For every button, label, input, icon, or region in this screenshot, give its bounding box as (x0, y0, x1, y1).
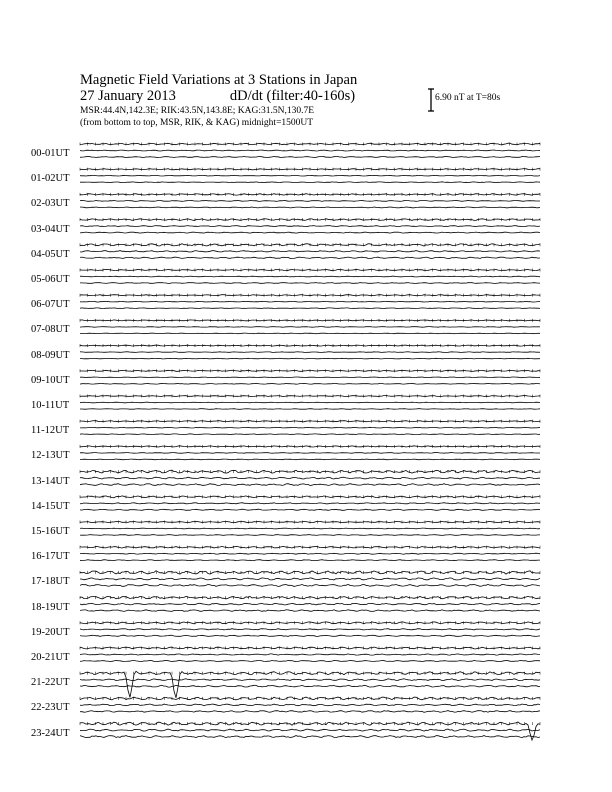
minute-ticks (80, 243, 540, 246)
trace-rik (80, 453, 540, 454)
trace-kag (80, 333, 540, 334)
minute-ticks (80, 294, 540, 297)
row-label: 02-03UT (31, 198, 70, 210)
row-label: 11-12UT (31, 425, 70, 437)
minute-ticks (80, 319, 540, 322)
minute-ticks (80, 722, 540, 725)
trace-rik (80, 251, 540, 252)
scale-bar (428, 89, 434, 111)
trace-rik (80, 427, 540, 428)
minute-ticks (80, 546, 540, 549)
trace-kag (80, 308, 540, 309)
minute-ticks (80, 470, 540, 473)
row-label: 04-05UT (31, 248, 70, 260)
row-label: 00-01UT (31, 148, 70, 159)
trace-rik (80, 553, 540, 554)
row-label: 05-06UT (31, 274, 70, 285)
trace-kag (80, 459, 540, 460)
minute-ticks (80, 168, 540, 171)
hour-row (80, 168, 540, 183)
trace-kag (80, 509, 540, 510)
row-label: 18-19UT (31, 601, 70, 613)
minute-ticks (80, 420, 540, 423)
quantity-label: dD/dt (filter:40-160s) (229, 88, 356, 104)
trace-kag (80, 182, 540, 183)
trace-kag (80, 584, 540, 586)
trace-kag (80, 484, 540, 486)
row-label: 20-21UT (31, 652, 70, 663)
trace-rik (80, 603, 540, 605)
trace-kag (80, 257, 540, 258)
minute-ticks (80, 697, 540, 700)
trace-rik (80, 276, 540, 277)
trace-rik (80, 226, 540, 227)
hour-row (80, 596, 540, 611)
hour-row (80, 369, 540, 384)
hour-row (80, 647, 540, 662)
trace-rik (80, 729, 540, 731)
trace-kag (80, 232, 540, 233)
hour-row (80, 697, 540, 712)
hour-row (80, 218, 540, 233)
trace-kag (80, 711, 540, 713)
hour-row (80, 621, 540, 636)
trace-rik (80, 578, 540, 580)
hour-row (80, 395, 540, 410)
hour-row (80, 495, 540, 510)
chart-title: Magnetic Field Variations at 3 Stations in Japan (80, 72, 358, 88)
hour-row (80, 445, 540, 460)
hour-row (80, 269, 540, 284)
minute-ticks (80, 621, 540, 624)
trace-kag (80, 660, 540, 661)
minute-ticks (80, 269, 540, 272)
row-label: 03-04UT (31, 223, 70, 235)
hour-row (80, 521, 540, 536)
trace-rik (80, 301, 540, 302)
hour-row (80, 193, 540, 208)
row-label: 06-07UT (31, 299, 70, 311)
trace-rik (80, 150, 540, 151)
trace-kag (80, 736, 540, 738)
trace-msr (80, 671, 540, 698)
row-label: 21-22UT (31, 677, 70, 689)
minute-ticks (80, 672, 540, 675)
row-label: 07-08UT (31, 324, 70, 336)
trace-kag (80, 384, 540, 385)
hour-row (80, 546, 540, 561)
trace-kag (80, 535, 540, 536)
trace-rik (80, 654, 540, 655)
row-label: 08-09UT (31, 349, 70, 361)
minute-ticks (80, 445, 540, 448)
trace-rik (80, 528, 540, 529)
hour-row (80, 294, 540, 309)
row-label: 23-24UT (31, 727, 70, 739)
hour-row (80, 420, 540, 435)
row-label: 01-02UT (31, 173, 70, 185)
hour-row (80, 344, 540, 359)
minute-ticks (80, 193, 540, 196)
row-label: 16-17UT (31, 551, 70, 563)
trace-rik (80, 402, 540, 403)
hour-row (80, 143, 540, 158)
trace-kag (80, 157, 540, 158)
trace-rik (80, 704, 540, 706)
scale-bar-label: 6.90 nT at T=80s (435, 93, 501, 103)
minute-ticks (80, 571, 540, 574)
minute-ticks (80, 395, 540, 398)
hour-row (80, 571, 540, 587)
trace-rik (80, 629, 540, 630)
trace-kag (80, 560, 540, 561)
trace-kag (80, 610, 540, 612)
row-label: 14-15UT (31, 500, 70, 512)
row-label: 19-20UT (31, 626, 70, 638)
row-label: 12-13UT (31, 450, 70, 462)
row-label: 17-18UT (31, 576, 70, 588)
minute-ticks (80, 344, 540, 347)
hour-row (80, 671, 540, 698)
trace-kag (80, 207, 540, 208)
trace-kag (80, 409, 540, 410)
trace-rik (80, 201, 540, 202)
trace-rik (80, 679, 540, 681)
trace-area (80, 143, 540, 741)
trace-rik (80, 327, 540, 328)
trace-kag (80, 635, 540, 636)
hour-row (80, 319, 540, 334)
row-label: 22-23UT (31, 702, 70, 714)
trace-kag (80, 685, 540, 687)
hour-row (80, 470, 540, 485)
minute-ticks (80, 218, 540, 221)
row-label: 10-11UT (31, 400, 70, 411)
trace-rik (80, 352, 540, 353)
row-label: 09-10UT (31, 374, 70, 386)
hour-row (80, 722, 540, 740)
row-label: 15-16UT (31, 526, 70, 537)
minute-ticks (80, 495, 540, 498)
minute-ticks (80, 596, 540, 599)
minute-ticks (80, 647, 540, 650)
row-label: 13-14UT (31, 475, 70, 487)
trace-kag (80, 434, 540, 435)
date-label: 27 January 2013 (80, 88, 176, 104)
trace-rik (80, 175, 540, 176)
trace-kag (80, 283, 540, 284)
trace-rik (80, 477, 540, 479)
trace-rik (80, 503, 540, 504)
trace-rik (80, 377, 540, 378)
hour-row (80, 243, 540, 258)
station-order-note: (from bottom to top, MSR, RIK, & KAG) midnight=1500UT (80, 118, 314, 128)
trace-kag (80, 358, 540, 359)
station-coordinates: MSR:44.4N,142.3E; RIK:43.5N,143.8E; KAG:31.5N,130.7E (80, 106, 315, 116)
minute-ticks (80, 143, 540, 146)
minute-ticks (80, 521, 540, 524)
minute-ticks (80, 369, 540, 372)
